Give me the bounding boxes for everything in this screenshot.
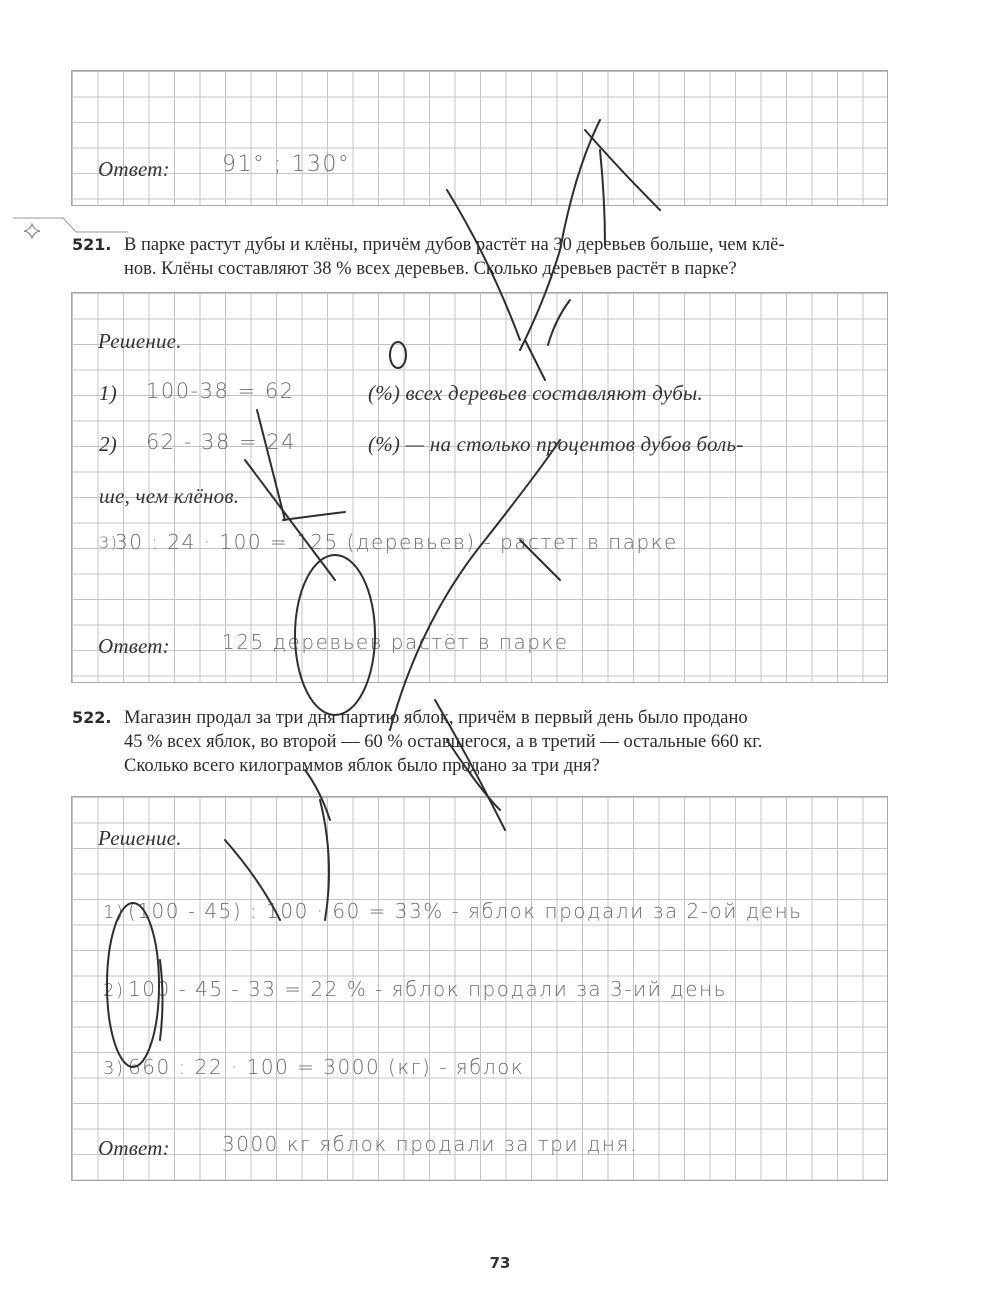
step-text: (%) — на столько процентов дубов боль- bbox=[368, 432, 744, 456]
step-text: (%) всех деревьев составляют дубы. bbox=[368, 381, 703, 405]
answer-label: Ответ: bbox=[98, 1136, 170, 1160]
step-number: 2) bbox=[103, 980, 125, 1001]
answer-value[interactable]: 125 деревьев растёт в парке bbox=[222, 630, 569, 654]
answer-value[interactable]: 3000 кг яблок продали за три дня. bbox=[222, 1132, 638, 1156]
step-number: 1) bbox=[99, 381, 117, 405]
step-number: 1) bbox=[103, 902, 125, 923]
step-number: 3) bbox=[99, 533, 119, 552]
task-text-line: Сколько всего килограммов яблок было продано за три дня? bbox=[124, 756, 600, 776]
step-expression[interactable]: 660 : 22 · 100 = 3000 (кг) - яблок bbox=[128, 1055, 525, 1079]
task-522-statement bbox=[72, 706, 892, 778]
solution-label: Решение. bbox=[98, 826, 182, 850]
task-text-line: Магазин продал за три дня партию яблок, причём в первый день было продано bbox=[124, 708, 748, 728]
step-expression[interactable]: 62 - 38 = 24 bbox=[146, 430, 297, 454]
step-expression[interactable]: 100 - 45 - 33 = 22 % - яблок продали за 3-ий день bbox=[128, 977, 727, 1001]
task-text-line: нов. Клёны составляют 38 % всех деревьев. Сколько деревьев растёт в парке? bbox=[124, 259, 737, 279]
step-text-continued: ше, чем клёнов. bbox=[99, 484, 240, 508]
page-number: 73 bbox=[489, 1254, 511, 1272]
solution-label: Решение. bbox=[98, 329, 182, 353]
step-number: 2) bbox=[99, 432, 117, 456]
task-number: 522. bbox=[72, 708, 112, 727]
task-text-line: 45 % всех яблок, во второй — 60 % оставшегося, а в третий — остальные 660 кг. bbox=[124, 732, 763, 752]
task-number: 521. bbox=[72, 235, 112, 254]
prev-answer-label: Ответ: bbox=[98, 157, 170, 181]
prev-answer-value[interactable]: 91° ; 130° bbox=[222, 152, 351, 177]
step-expression[interactable]: 30 : 24 · 100 = 125 (деревьев) - растет в парке bbox=[115, 530, 678, 554]
answer-label: Ответ: bbox=[98, 634, 170, 658]
step-number: 3) bbox=[103, 1058, 125, 1079]
answer-grid-prev bbox=[71, 70, 888, 206]
task-text-line: В парке растут дубы и клёны, причём дубов растёт на 30 деревьев больше, чем клё- bbox=[124, 235, 785, 255]
task-521-statement bbox=[72, 233, 892, 281]
step-expression[interactable]: (100 - 45) : 100 · 60 = 33% - яблок продали за 2-ой день bbox=[128, 899, 803, 923]
step-expression[interactable]: 100-38 = 62 bbox=[146, 379, 295, 403]
